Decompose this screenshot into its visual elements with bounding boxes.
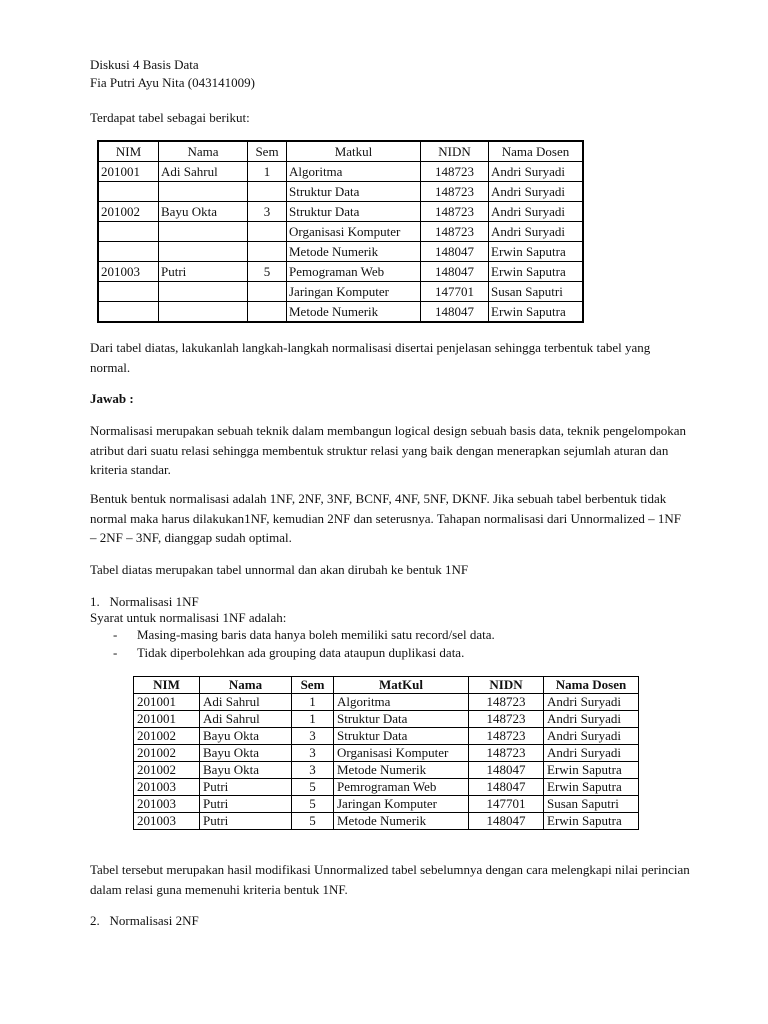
table-cell: [159, 282, 248, 302]
table-cell: Struktur Data: [287, 202, 421, 222]
table-cell: Pemrograman Web: [334, 779, 469, 796]
table-row: [98, 282, 583, 302]
table-cell: Andri Suryadi: [489, 202, 584, 222]
table-cell: 148723: [469, 694, 544, 711]
table-cell: 148047: [421, 302, 489, 323]
table-cell: 5: [292, 813, 334, 830]
table-header-row: [134, 677, 639, 694]
section-2nf-heading: 2. Normalisasi 2NF: [90, 913, 199, 928]
table-cell: Jaringan Komputer: [334, 796, 469, 813]
table-cell: Metode Numerik: [334, 813, 469, 830]
table-cell: 3: [292, 745, 334, 762]
column-header: NIM: [98, 141, 159, 162]
table-cell: 201001: [134, 694, 200, 711]
table-header-row: [98, 141, 583, 162]
table-cell: Andri Suryadi: [544, 745, 639, 762]
table-cell: Bayu Okta: [200, 762, 292, 779]
paragraph-unnormal: Tabel diatas merupakan tabel unnormal dan akan dirubah ke bentuk 1NF: [90, 562, 469, 577]
table-row: [134, 762, 639, 779]
table-cell: [248, 282, 287, 302]
table-cell: 1: [292, 694, 334, 711]
table-cell: Erwin Saputra: [544, 779, 639, 796]
question-text: Dari tabel diatas, lakukanlah langkah-langkah normalisasi disertai penjelasan sehingga terbentuk tabel yang normal.: [90, 340, 651, 375]
table-cell: [248, 222, 287, 242]
table-cell: Putri: [159, 262, 248, 282]
table-row: [98, 162, 583, 182]
table-cell: Struktur Data: [334, 711, 469, 728]
table-cell: 201001: [134, 711, 200, 728]
table-cell: [98, 182, 159, 202]
table-row: [98, 262, 583, 282]
table-cell: [159, 222, 248, 242]
table-cell: Susan Saputri: [544, 796, 639, 813]
table-cell: Organisasi Komputer: [287, 222, 421, 242]
table-cell: Andri Suryadi: [544, 728, 639, 745]
table-cell: 201003: [98, 262, 159, 282]
table-cell: 3: [248, 202, 287, 222]
table-cell: 201003: [134, 813, 200, 830]
table-cell: 201002: [98, 202, 159, 222]
table-cell: 147701: [421, 282, 489, 302]
column-header: NIDN: [421, 141, 489, 162]
table-cell: Adi Sahrul: [159, 162, 248, 182]
table-cell: 148047: [421, 262, 489, 282]
table-cell: 148723: [421, 182, 489, 202]
column-header: Sem: [292, 677, 334, 694]
table-cell: [98, 242, 159, 262]
table-cell: Erwin Saputra: [489, 242, 584, 262]
table-cell: Erwin Saputra: [489, 262, 584, 282]
table-cell: Andri Suryadi: [544, 694, 639, 711]
table-cell: [98, 222, 159, 242]
document-title: Diskusi 4 Basis Data: [90, 57, 199, 72]
1nf-table: [133, 676, 639, 830]
table-cell: Pemograman Web: [287, 262, 421, 282]
table-cell: Andri Suryadi: [489, 162, 584, 182]
table-row: [98, 182, 583, 202]
table-cell: Adi Sahrul: [200, 711, 292, 728]
table-cell: 148047: [469, 762, 544, 779]
table-cell: Jaringan Komputer: [287, 282, 421, 302]
table-cell: Bayu Okta: [159, 202, 248, 222]
unnormalized-table: [97, 140, 584, 323]
intro-text: Terdapat tabel sebagai berikut:: [90, 110, 250, 125]
table-cell: 148723: [469, 728, 544, 745]
table-cell: Metode Numerik: [287, 242, 421, 262]
column-header: Nama Dosen: [489, 141, 584, 162]
table-row: [98, 222, 583, 242]
list-item-text: Masing-masing baris data hanya boleh memiliki satu record/sel data.: [137, 627, 495, 642]
table-cell: 3: [292, 728, 334, 745]
table-cell: 148723: [469, 711, 544, 728]
table-cell: 3: [292, 762, 334, 779]
table-cell: 148047: [421, 242, 489, 262]
column-header: Sem: [248, 141, 287, 162]
table-cell: Metode Numerik: [334, 762, 469, 779]
table-cell: Struktur Data: [287, 182, 421, 202]
list-item: [113, 644, 464, 662]
table-cell: Organisasi Komputer: [334, 745, 469, 762]
table-row: [134, 745, 639, 762]
paragraph-normalisasi: Normalisasi merupakan sebuah teknik dalam membangun logical design sebuah basis data, teknik pengelompokan atribut dari suatu relasi sehingga membentuk struktur relasi yang baik dengan menerapkan sejumlah aturan dan kriteria standar.: [90, 423, 687, 477]
table-row: [134, 779, 639, 796]
column-header: MatKul: [334, 677, 469, 694]
table-cell: 148723: [421, 222, 489, 242]
table-cell: 147701: [469, 796, 544, 813]
table-cell: [159, 182, 248, 202]
column-header: Nama Dosen: [544, 677, 639, 694]
table-cell: 148723: [421, 202, 489, 222]
table-cell: 201002: [134, 762, 200, 779]
table-cell: Putri: [200, 796, 292, 813]
table-row: [98, 302, 583, 323]
table-row: [134, 813, 639, 830]
table-cell: Andri Suryadi: [544, 711, 639, 728]
table-cell: Bayu Okta: [200, 745, 292, 762]
table-cell: 1: [292, 711, 334, 728]
table-cell: Andri Suryadi: [489, 182, 584, 202]
table-cell: 201001: [98, 162, 159, 182]
column-header: Matkul: [287, 141, 421, 162]
table-row: [98, 202, 583, 222]
table-cell: Andri Suryadi: [489, 222, 584, 242]
table-cell: 148047: [469, 779, 544, 796]
table-cell: Bayu Okta: [200, 728, 292, 745]
table-row: [134, 694, 639, 711]
column-header: NIDN: [469, 677, 544, 694]
table-cell: 201002: [134, 745, 200, 762]
table-row: [134, 796, 639, 813]
table-cell: [248, 302, 287, 323]
list-dash: -: [113, 645, 118, 660]
table-cell: 148723: [469, 745, 544, 762]
table-cell: Metode Numerik: [287, 302, 421, 323]
table-cell: 201003: [134, 779, 200, 796]
table-cell: 201003: [134, 796, 200, 813]
table-cell: Susan Saputri: [489, 282, 584, 302]
table-row: [134, 728, 639, 745]
paragraph-bentuk: Bentuk bentuk normalisasi adalah 1NF, 2NF, 3NF, BCNF, 4NF, 5NF, DKNF. Jika sebuah tabel berbentuk tidak normal maka harus dilakukan1NF, kemudian 2NF dan seterusnya. Tahapan normalisasi dari Unnormalized – 1NF – 2NF – 3NF, dianggap sudah optimal.: [90, 491, 681, 545]
section-1nf-subheading: Syarat untuk normalisasi 1NF adalah:: [90, 610, 287, 625]
table-cell: Algoritma: [334, 694, 469, 711]
author-line: Fia Putri Ayu Nita (043141009): [90, 75, 255, 90]
table-cell: 1: [248, 162, 287, 182]
table-cell: 148723: [421, 162, 489, 182]
table-cell: [159, 302, 248, 323]
paragraph-modifikasi: Tabel tersebut merupakan hasil modifikasi Unnormalized tabel sebelumnya dengan cara melengkapi nilai perincian dalam relasi guna memenuhi kriteria bentuk 1NF.: [90, 862, 690, 897]
table-cell: 5: [292, 796, 334, 813]
table-cell: Erwin Saputra: [489, 302, 584, 323]
list-item-text: Tidak diperbolehkan ada grouping data ataupun duplikasi data.: [137, 645, 465, 660]
table-cell: [248, 242, 287, 262]
list-item: [113, 626, 495, 644]
answer-label: Jawab :: [90, 391, 134, 406]
table-cell: Erwin Saputra: [544, 813, 639, 830]
table-cell: 201002: [134, 728, 200, 745]
table-cell: [248, 182, 287, 202]
table-cell: Adi Sahrul: [200, 694, 292, 711]
table-cell: [159, 242, 248, 262]
column-header: Nama: [159, 141, 248, 162]
table-cell: [98, 282, 159, 302]
table-row: [98, 242, 583, 262]
table-cell: Putri: [200, 779, 292, 796]
table-cell: 148047: [469, 813, 544, 830]
table-row: [134, 711, 639, 728]
table-cell: Algoritma: [287, 162, 421, 182]
section-1nf-heading: 1. Normalisasi 1NF: [90, 594, 199, 609]
table-cell: Struktur Data: [334, 728, 469, 745]
column-header: Nama: [200, 677, 292, 694]
table-cell: 5: [292, 779, 334, 796]
table-cell: 5: [248, 262, 287, 282]
table-cell: Erwin Saputra: [544, 762, 639, 779]
list-dash: -: [113, 627, 118, 642]
table-cell: [98, 302, 159, 323]
table-cell: Putri: [200, 813, 292, 830]
column-header: NIM: [134, 677, 200, 694]
